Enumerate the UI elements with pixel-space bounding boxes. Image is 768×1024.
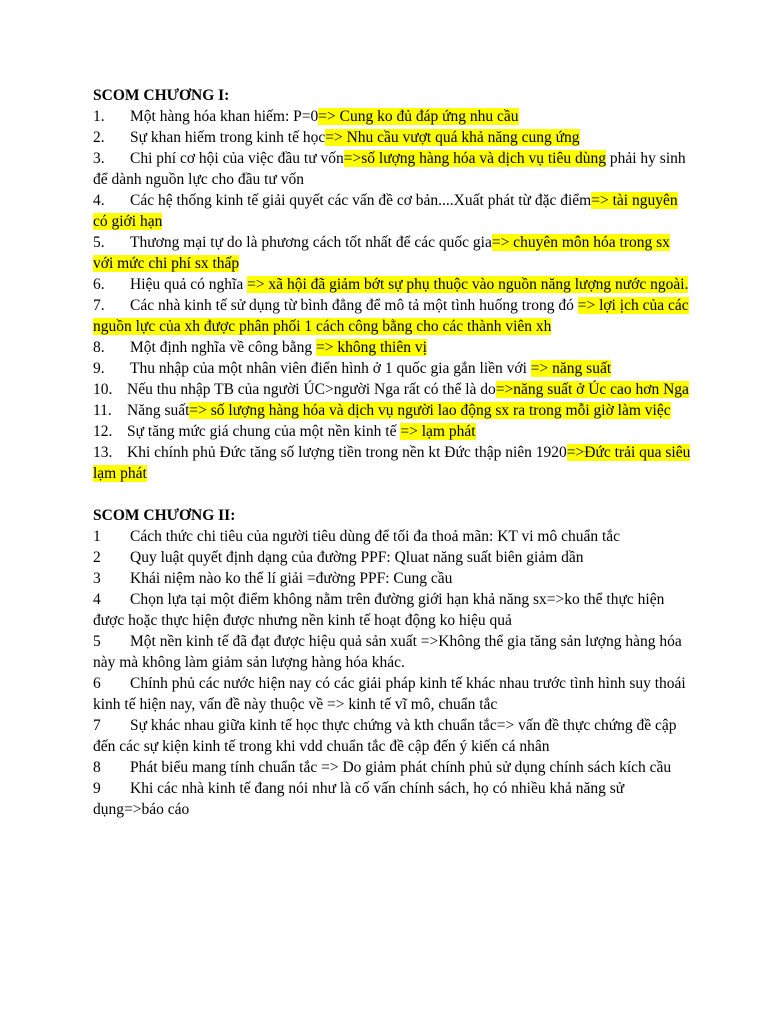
item-question: Thu nhập của một nhân viên điển hình ở 1 quốc gia gắn liền với xyxy=(130,360,531,377)
item-number: 13. xyxy=(93,444,113,461)
item-question: Một hàng hóa khan hiếm: P=0 xyxy=(130,108,319,125)
item-question: Khi chính phủ Đức tăng số lượng tiền trong nền kt Đức thập niên 1920 xyxy=(127,444,567,461)
list-item xyxy=(93,127,693,148)
list-item xyxy=(93,400,693,421)
item-answer-highlight: => lạm phát xyxy=(400,423,476,440)
list-item xyxy=(93,148,693,190)
item-number: 1. xyxy=(93,108,105,125)
item-question: Chi phí cơ hội của việc đầu tư vốn xyxy=(130,150,344,167)
list-item xyxy=(93,190,693,232)
list-item xyxy=(93,232,693,274)
document-page xyxy=(93,85,693,820)
section-chuong-2 xyxy=(93,505,693,820)
list-item xyxy=(93,757,693,778)
item-number: 4 xyxy=(93,591,101,608)
section-heading: SCOM CHƯƠNG II: xyxy=(93,507,236,524)
item-number: 9. xyxy=(93,360,105,377)
section-chuong-1 xyxy=(93,85,693,484)
item-text: Phát biểu mang tính chuẩn tắc => Do giảm phát chính phủ sử dụng chính sách kích cầu xyxy=(130,759,672,776)
item-text: Sự khác nhau giữa kinh tế học thực chứng và kth chuẩn tắc=> vấn đề thực chứng đề cập đến các sự kiện kinh tế trong khi vdd chuẩn tắc đề cập đến ý kiến cá nhân xyxy=(93,717,677,755)
item-question: Năng suất xyxy=(127,402,190,419)
item-answer-highlight: => số lượng hàng hóa và dịch vụ người lao động sx ra trong mỗi giờ làm việc xyxy=(189,402,671,419)
item-text: Chọn lựa tại một điểm không nằm trên đường giới hạn khả năng sx=>ko thể thực hiện được hoặc thực hiện được nhưng nền kinh tế hoạt động ko hiệu quả xyxy=(93,591,665,629)
item-text: Cách thức chi tiêu của người tiêu dùng để tối đa thoả mãn: KT vi mô chuẩn tắc xyxy=(130,528,621,545)
list-item xyxy=(93,589,693,631)
list-item xyxy=(93,337,693,358)
list-item xyxy=(93,673,693,715)
item-question: Các hệ thống kinh tế giải quyết các vấn đề cơ bản....Xuất phát từ đặc điểm xyxy=(130,192,592,209)
list-item xyxy=(93,715,693,757)
item-number: 8. xyxy=(93,339,105,356)
item-number: 11. xyxy=(93,402,112,419)
item-answer-highlight: => năng suất xyxy=(530,360,612,377)
item-number: 2. xyxy=(93,129,105,146)
item-number: 5 xyxy=(93,633,101,650)
item-text: Chính phủ các nước hiện nay có các giải pháp kinh tế khác nhau trước tình hình suy thoái kinh tế hiện nay, vấn đề này thuộc về => kinh tế vĩ mô, chuẩn tắc xyxy=(93,675,686,713)
item-answer-highlight: =>Đức trải qua siêu lạm phát xyxy=(93,444,691,482)
list-item xyxy=(93,526,693,547)
item-answer-highlight: => Nhu cầu vượt quá khả năng cung ứng xyxy=(325,129,580,146)
item-question: Nếu thu nhập TB của người ÚC>người Nga rất có thể là do xyxy=(127,381,496,398)
item-answer-highlight: =>số lượng hàng hóa và dịch vụ tiêu dùng xyxy=(343,150,606,167)
item-answer-highlight: => không thiên vị xyxy=(315,339,427,356)
item-number: 10. xyxy=(93,381,113,398)
item-text: Khái niệm nào ko thể lí giải =đường PPF: Cung cầu xyxy=(130,570,453,587)
list-item xyxy=(93,274,693,295)
list-item xyxy=(93,778,693,820)
list-item xyxy=(93,631,693,673)
item-question: Một định nghĩa về công bằng xyxy=(130,339,316,356)
item-text: Quy luật quyết định dạng của đường PPF: Qluat năng suất biên giảm dần xyxy=(130,549,584,566)
item-number: 3 xyxy=(93,570,101,587)
list-item xyxy=(93,547,693,568)
item-number: 8 xyxy=(93,759,101,776)
item-number: 5. xyxy=(93,234,105,251)
item-number: 7 xyxy=(93,717,101,734)
item-number: 9 xyxy=(93,780,101,797)
item-answer-highlight: => tài nguyên có giới hạn xyxy=(93,192,678,230)
list-item xyxy=(93,442,693,484)
list-item xyxy=(93,295,693,337)
item-number: 4. xyxy=(93,192,105,209)
item-text: Khi các nhà kinh tế đang nói như là cố vấn chính sách, họ có nhiều khả năng sử dụng=>báo cáo xyxy=(93,780,625,818)
item-answer-highlight: => Cung ko đủ đáp ứng nhu cầu xyxy=(318,108,519,125)
item-number: 3. xyxy=(93,150,105,167)
item-text: Một nền kinh tế đã đạt được hiệu quả sản xuất =>Không thể gia tăng sản lượng hàng hóa này mà không làm giảm sản lượng hàng hóa khác. xyxy=(93,633,682,671)
item-number: 6. xyxy=(93,276,105,293)
list-item xyxy=(93,358,693,379)
item-question: Thương mại tự do là phương cách tốt nhất để các quốc gia xyxy=(130,234,492,251)
item-question: Sự khan hiếm trong kinh tế học xyxy=(130,129,326,146)
item-number: 2 xyxy=(93,549,101,566)
item-answer-highlight: => chuyên môn hóa trong sx với mức chi phí sx thấp xyxy=(93,234,670,272)
list-item xyxy=(93,568,693,589)
section-heading: SCOM CHƯƠNG I: xyxy=(93,87,230,104)
item-number: 7. xyxy=(93,297,105,314)
item-answer-highlight: =>năng suất ở Úc cao hơn Nga xyxy=(495,381,689,398)
item-answer-highlight: => xã hội đã giảm bớt sự phụ thuộc vào nguồn năng lượng nước ngoài. xyxy=(247,276,689,293)
item-number: 6 xyxy=(93,675,101,692)
item-tail: phải hy sinh để dành nguồn lực cho đầu tư vốn xyxy=(93,150,686,188)
list-item xyxy=(93,106,693,127)
item-question: Sự tăng mức giá chung của một nền kinh tế xyxy=(127,423,401,440)
list-item xyxy=(93,421,693,442)
item-number: 12. xyxy=(93,423,113,440)
item-question: Các nhà kinh tế sử dụng từ bình đẳng để mô tả một tình huống trong đó xyxy=(130,297,578,314)
item-question: Hiệu quả có nghĩa xyxy=(130,276,248,293)
item-answer-highlight: => lợi ịch của các nguồn lực của xh được phân phối 1 cách công bằng cho các thành viên xh xyxy=(93,297,689,335)
list-item xyxy=(93,379,693,400)
item-number: 1 xyxy=(93,528,101,545)
